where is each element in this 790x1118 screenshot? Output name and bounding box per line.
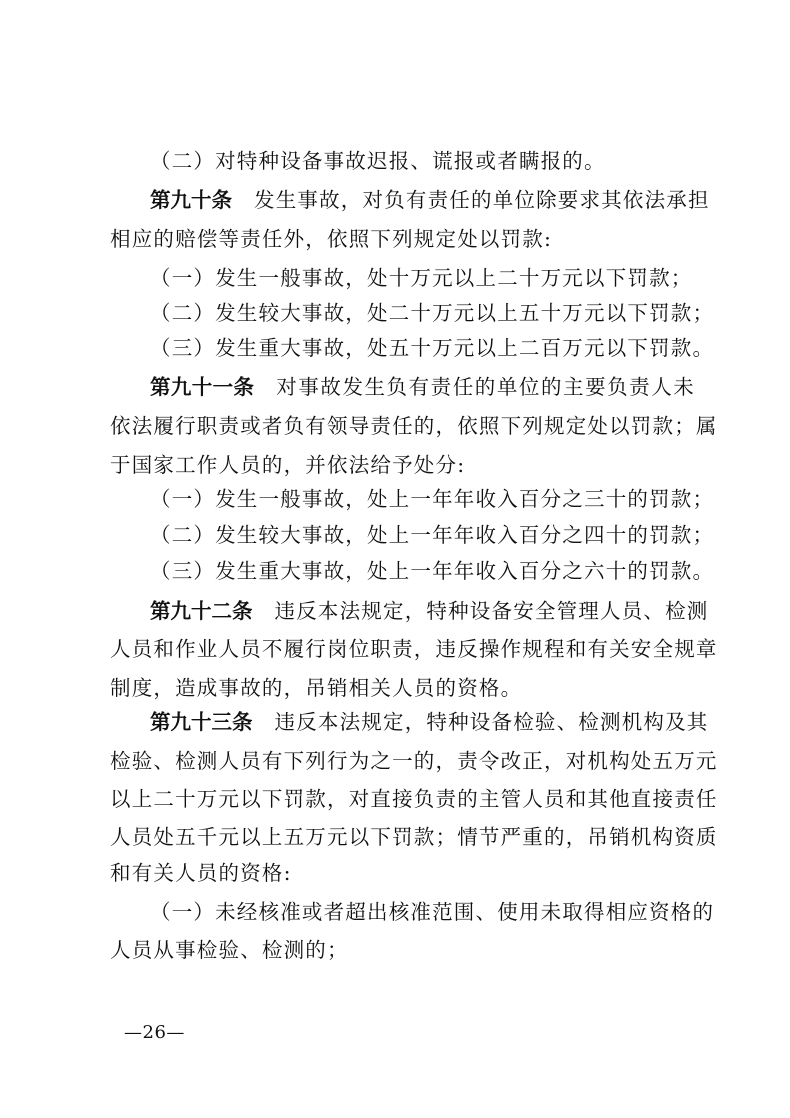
article-93-paragraph-line-1 <box>150 707 709 737</box>
page-number: —26— <box>124 1022 185 1043</box>
article-92-text-line-1: 违反本法规定，特种设备安全管理人员、检测 <box>274 599 709 623</box>
article-93-text-line-1: 违反本法规定，特种设备检验、检测机构及其 <box>274 710 709 734</box>
article-93-heading: 第九十三条 <box>150 710 253 734</box>
article-93-text-line-3: 以上二十万元以下罚款，对直接负责的主管人员和其他直接责任 <box>110 787 718 811</box>
article-90-item-1: （一）发生一般事故，处十万元以上二十万元以下罚款； <box>150 266 693 290</box>
article-93-item-1-line-2: 人员从事检验、检测的； <box>110 938 349 962</box>
article-93-text-line-4: 人员处五千元以上五万元以下罚款；情节严重的，吊销机构资质 <box>110 825 718 849</box>
article-92-heading: 第九十二条 <box>150 599 253 623</box>
article-91-text-line-1: 对事故发生负有责任的单位的主要负责人未 <box>276 375 695 399</box>
article-89-item-2: （二）对特种设备事故迟报、谎报或者瞒报的。 <box>150 149 606 173</box>
article-90-heading: 第九十条 <box>150 188 232 212</box>
article-92-text-line-3: 制度，造成事故的，吊销相关人员的资格。 <box>110 676 523 700</box>
article-90-item-3: （三）发生重大事故，处五十万元以上二百万元以下罚款。 <box>150 336 715 360</box>
article-90-text-line-1: 发生事故，对负有责任的单位除要求其依法承担 <box>254 188 710 212</box>
article-93-text-line-2: 检验、检测人员有下列行为之一的，责令改正，对机构处五万元 <box>110 749 718 773</box>
article-92-text-line-2: 人员和作业人员不履行岗位职责，违反操作规程和有关安全规章 <box>110 637 718 661</box>
article-91-item-2: （二）发生较大事故，处上一年年收入百分之四十的罚款； <box>150 523 715 547</box>
article-90-text-line-2: 相应的赔偿等责任外，依照下列规定处以罚款: <box>110 227 553 251</box>
article-92-paragraph-line-1 <box>150 596 709 626</box>
article-91-paragraph-line-1 <box>150 372 695 402</box>
article-91-text-line-2: 依法履行职责或者负有领导责任的，依照下列规定处以罚款；属 <box>110 414 718 438</box>
article-91-text-line-3: 于国家工作人员的，并依法给予处分: <box>110 453 466 477</box>
article-91-item-3: （三）发生重大事故，处上一年年收入百分之六十的罚款。 <box>150 559 715 583</box>
article-93-item-1-line-1: （一）未经核准或者超出核准范围、使用未取得相应资格的 <box>150 900 715 924</box>
article-91-heading: 第九十一条 <box>150 375 255 399</box>
article-91-item-1: （一）发生一般事故，处上一年年收入百分之三十的罚款； <box>150 487 715 511</box>
article-90-item-2: （二）发生较大事故，处二十万元以上五十万元以下罚款； <box>150 301 715 325</box>
article-93-text-line-5: 和有关人员的资格: <box>110 861 292 885</box>
article-90-paragraph-line-1 <box>150 185 710 215</box>
